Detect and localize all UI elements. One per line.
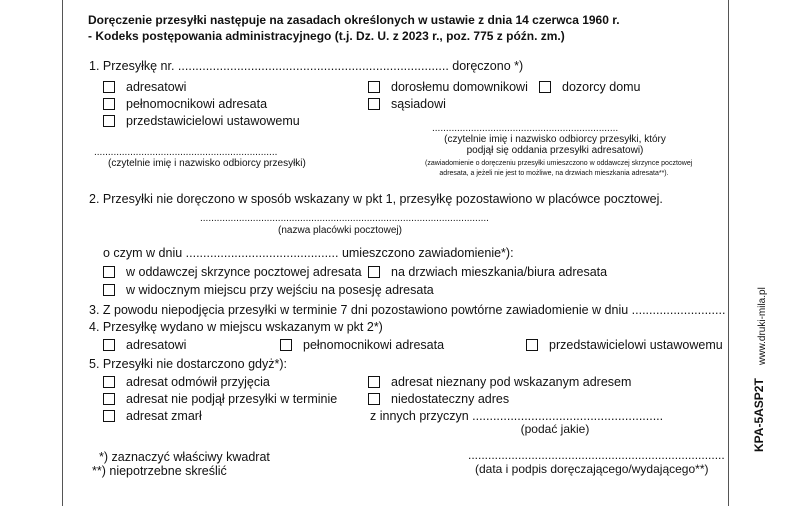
checkbox-s5-odmowil[interactable] [103,376,115,388]
checkbox-s1-sasiadowi[interactable] [368,98,380,110]
recipient-name-label-right-1: (czytelnie imię i nazwisko odbiorcy przesyłki, który [444,134,666,145]
section-4-line: 4. Przesyłkę wydano w miejscu wskazanym w pkt 2*) [89,320,383,334]
label-s1-adresatowi: adresatowi [126,80,187,94]
checkbox-s4-pelnomocnikowi[interactable] [280,339,292,351]
other-reason-line[interactable]: z innych przyczyn ....................................................... [370,409,664,423]
label-s4-adresatowi: adresatowi [126,338,187,352]
label-s5-nieznany: adresat nieznany pod wskazanym adresem [391,375,632,389]
label-s1-przedstawicielowi: przedstawicielowi ustawowemu [126,114,300,128]
checkbox-s4-adresatowi[interactable] [103,339,115,351]
label-s5-niedostateczny: niedostateczny adres [391,392,510,406]
checkbox-s5-zmarl[interactable] [103,410,115,422]
footnote-2: **) niepotrzebne skreślić [92,464,227,478]
checkbox-s1-pelnomocnikowi[interactable] [103,98,115,110]
checkbox-s1-adresatowi[interactable] [103,81,115,93]
section-1-line: 1. Przesyłkę nr. .............................................................................. doręczono *) [89,59,524,73]
checkbox-s5-niedostateczny[interactable] [368,393,380,405]
label-s4-pelnomocnikowi: pełnomocnikowi adresata [303,338,445,352]
left-border-line [62,0,63,506]
header-line-1: Doręczenie przesyłki następuje na zasadach określonych w ustawie z dnia 14 czerwca 1960 r. [88,13,620,27]
section-2-line: 2. Przesyłki nie doręczono w sposób wskazany w pkt 1, przesyłkę pozostawiono w placówce pocztowej. [89,192,663,206]
checkbox-s2-miejsce[interactable] [103,284,115,296]
checkbox-s2-drzwi[interactable] [368,266,380,278]
post-office-label: (nazwa placówki pocztowej) [278,225,402,236]
section-3-line: 3. Z powodu niepodjęcia przesyłki w terminie 7 dni pozostawiono powtórne zawiadomienie w dniu ........................... [89,303,726,317]
recipient-name-label-right-2: podjął się oddania przesyłki adresatowi) [466,145,644,156]
label-s1-pelnomocnikowi: pełnomocnikowi adresata [126,97,268,111]
checkbox-s4-przedstawicielowi[interactable] [526,339,538,351]
label-s2-skrzynka: w oddawczej skrzynce pocztowej adresata [126,265,362,279]
label-s1-sasiadowi: sąsiadowi [391,97,446,111]
checkbox-s1-doroslemu[interactable] [368,81,380,93]
checkbox-s5-nieznany[interactable] [368,376,380,388]
notice-note-1: (zawiadomienie o doręczeniu przesyłki umieszczono w oddawczej skrzynce pocztowej [425,160,693,167]
label-s5-nie-podjal: adresat nie podjął przesyłki w terminie [126,392,338,406]
right-border-line [728,0,729,506]
checkbox-s1-dozorcy[interactable] [539,81,551,93]
recipient-name-dots-left[interactable]: .................................................................. [94,147,278,158]
checkbox-s5-nie-podjal[interactable] [103,393,115,405]
post-office-dots[interactable]: ........................................................................................................ [200,213,489,224]
label-s2-drzwi: na drzwiach mieszkania/biura adresata [391,265,608,279]
recipient-name-dots-right[interactable]: ................................................................... [432,123,619,134]
footnote-1: *) zaznaczyć właściwy kwadrat [99,450,270,464]
label-s1-doroslemu: dorosłemu domownikowi [391,80,528,94]
recipient-name-label-left: (czytelnie imię i nazwisko odbiorcy przesyłki) [108,158,306,169]
header-line-2: - Kodeks postępowania administracyjnego (t.j. Dz. U. z 2023 r., poz. 775 z późn. zm.) [88,29,565,43]
label-s2-miejsce: w widocznym miejscu przy wejściu na posesję adresata [126,283,434,297]
other-reason-label: (podać jakie) [520,422,590,436]
label-s5-zmarl: adresat zmarł [126,409,202,423]
website-url: www.druki-mila.pl [757,287,768,365]
notice-note-2: adresata, a jeżeli nie jest to możliwe, na drzwiach mieszkania adresata**). [439,170,669,177]
signature-label: (data i podpis doręczającego/wydającego**) [475,462,709,476]
form-code: KPA-5ASP2T [752,378,766,452]
label-s5-odmowil: adresat odmówił przyjęcia [126,375,270,389]
notice-date-line: o czym w dniu ............................................ umieszczono zawiadomienie*): [103,246,514,260]
signature-dots[interactable]: ............................................................................. [468,448,725,462]
checkbox-s2-skrzynka[interactable] [103,266,115,278]
label-s1-dozorcy: dozorcy domu [562,80,641,94]
section-5-line: 5. Przesyłki nie dostarczono gdyż*): [89,357,288,371]
checkbox-s1-przedstawicielowi[interactable] [103,115,115,127]
label-s4-przedstawicielowi: przedstawicielowi ustawowemu [549,338,723,352]
